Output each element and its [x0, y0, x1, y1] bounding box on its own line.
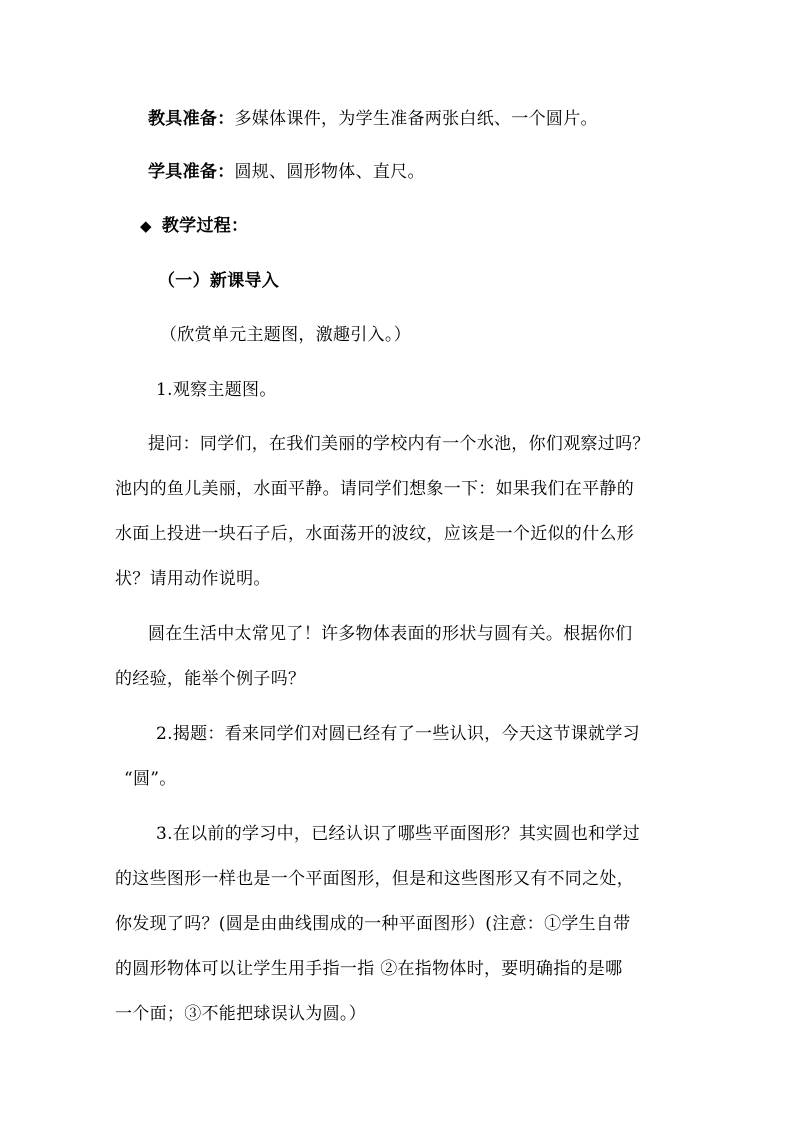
process-heading	[140, 216, 248, 236]
step3-line: 3.在以前的学习中，已经认识了哪些平面图形？其实圆也和学过	[156, 824, 640, 844]
teacher-prep-text: 多媒体课件，为学生准备两张白纸、一个圆片。	[234, 109, 598, 129]
step1-line: 状？请用动作说明。	[115, 569, 271, 589]
step3-line: 一个面；③不能把球误认为圆。）	[115, 1004, 366, 1024]
intro-note: （欣赏单元主题图，激趣引入。）	[160, 325, 411, 345]
student-prep-text: 圆规、圆形物体、直尺。	[234, 162, 425, 182]
step1-line: 池内的鱼儿美丽，水面平静。请同学们想象一下：如果我们在平静的	[115, 479, 634, 499]
section-heading: （一）新课导入	[158, 271, 280, 291]
step1-title: 1.观察主题图。	[156, 380, 277, 400]
step3-line: 的圆形物体可以让学生用手指一指 ②在指物体时，要明确指的是哪	[115, 959, 623, 979]
student-prep-line	[148, 162, 425, 182]
step1-line: 提问：同学们，在我们美丽的学校内有一个水池，你们观察过吗？	[148, 434, 650, 454]
student-prep-label: 学具准备：	[148, 162, 235, 182]
step1-line: 水面上投进一块石子后，水面荡开的波纹，应该是一个近似的什么形	[115, 524, 634, 544]
step1-para2-line: 圆在生活中太常见了！许多物体表面的形状与圆有关。根据你们	[148, 624, 633, 644]
step1-para2-line: 的经验，能举个例子吗？	[115, 669, 306, 689]
step3-line: 的这些图形一样也是一个平面图形，但是和这些图形又有不同之处，	[115, 869, 634, 889]
step2-line: “圆”。	[124, 769, 177, 789]
teacher-prep-line	[148, 109, 598, 129]
teacher-prep-label: 教具准备：	[148, 109, 235, 129]
step3-line: 你发现了吗？(圆是由曲线围成的一种平面图形）(注意：①学生自带	[115, 914, 631, 934]
process-heading-text: 教学过程：	[161, 216, 249, 236]
step2-line: 2.揭题：看来同学们对圆已经有了一些认识，今天这节课就学习	[156, 724, 640, 744]
diamond-bullet-icon: ◆	[140, 217, 152, 235]
